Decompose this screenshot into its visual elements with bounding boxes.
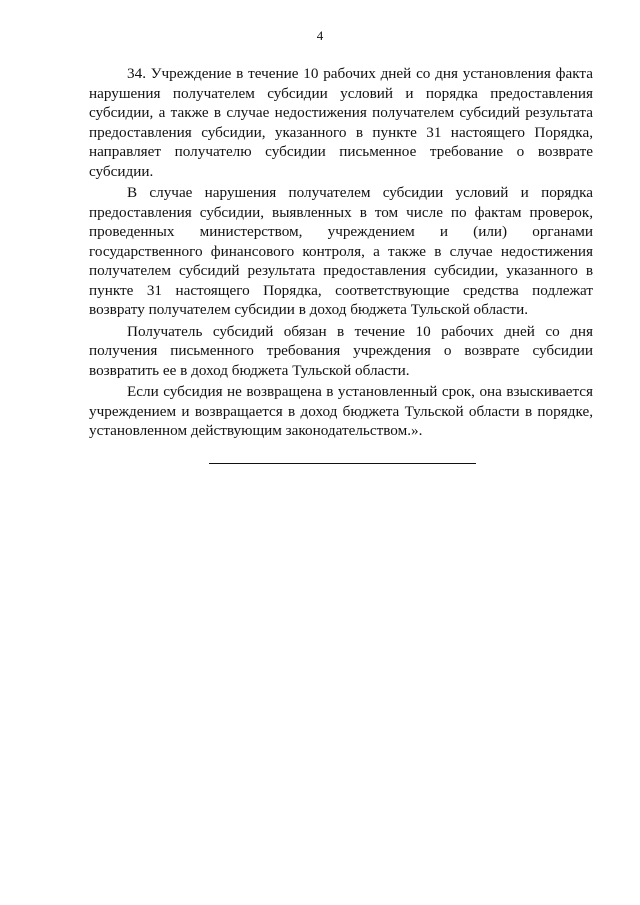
paragraph-violation-return: В случае нарушения получателем субсидии условий и порядка предоставления субсидии, выявленных в том числе по фактам проверок, проведенных министерством, учреждением и (или) органами государственного финансового контроля, а также в случае недостижения получателем субсидий результата предоставления субсидии, указанного в пункте 31 настоящего Порядка, соответствующие средства подлежат возврату получателем субсидии в доход бюджета Тульской области. <box>89 184 593 318</box>
end-separator-line <box>209 463 476 464</box>
paragraph-recovery: Если субсидия не возвращена в установленный срок, она взыскивается учреждением и возвращается в доход бюджета Тульской области в порядке, установленном действующим законодательством.». <box>89 383 593 439</box>
document-body <box>89 64 593 443</box>
paragraph-recipient-obligation: Получатель субсидий обязан в течение 10 рабочих дней со дня получения письменного требования учреждения о возврате субсидии возвратить ее в доход бюджета Тульской области. <box>89 322 593 379</box>
page-number: 4 <box>316 28 324 43</box>
paragraph-34-return-requirement: 34. Учреждение в течение 10 рабочих дней со дня установления факта нарушения получателем субсидии условий и порядка предоставления субсидии, а также в случае недостижения получателем субсидий результата предоставления субсидии, указанного в пункте 31 настоящего Порядка, направляет получателю субсидии письменное требование о возврате субсидии. <box>89 65 593 180</box>
